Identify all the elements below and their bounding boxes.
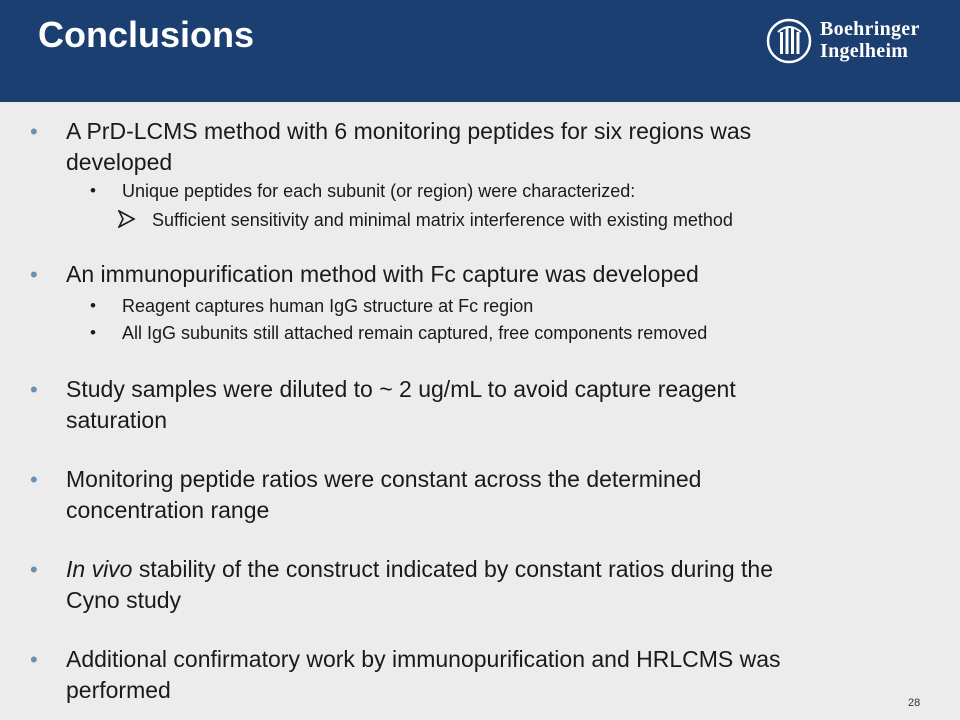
slide-title: Conclusions: [38, 14, 255, 55]
bullet-3-line-1: Study samples were diluted to ~ 2 ug/mL to avoid capture reagent: [66, 376, 736, 402]
bullet-1: [30, 116, 926, 178]
bullet-1-sub-1-arrow-text: Sufficient sensitivity and minimal matrix interference with existing method: [152, 210, 733, 230]
bullet-1-sub-1-arrow: [152, 207, 942, 233]
bullet-5-line-2: Cyno study: [66, 587, 182, 613]
bullet-4-line-2: concentration range: [66, 497, 270, 523]
bullet-dot-icon: •: [30, 647, 38, 672]
bullet-1-line-1: A PrD-LCMS method with 6 monitoring peptides for six regions was: [66, 118, 752, 144]
logo-wordmark: [820, 18, 920, 62]
logo-emblem-icon: [766, 18, 812, 64]
bullet-5-italic: In vivo: [66, 556, 133, 582]
page-number: 28: [908, 697, 921, 709]
bullet-4: [30, 464, 926, 526]
bullet-dot-icon: •: [30, 377, 38, 402]
bullet-5-line-1-rest: stability of the construct indicated by constant ratios during the: [132, 556, 774, 582]
bullet-2-sub-1-text: Reagent captures human IgG structure at Fc region: [122, 296, 534, 316]
bullet-3: [30, 374, 926, 436]
bullet-5-line-1: [66, 554, 926, 585]
sub-bullet-dot-icon: •: [90, 296, 96, 315]
logo-line-2: Ingelheim: [820, 40, 909, 62]
bullet-2-line-1: An immunopurification method with Fc capture was developed: [66, 261, 699, 287]
bullet-2-sub-1: [90, 293, 942, 319]
bullet-2-sub-2-text: All IgG subunits still attached remain captured, free components removed: [122, 323, 708, 343]
header-bar: [0, 0, 960, 102]
sub-bullet-dot-icon: •: [90, 323, 96, 342]
bullet-6-line-1: Additional confirmatory work by immunopurification and HRLCMS was: [66, 646, 781, 672]
bullet-6: [30, 644, 926, 706]
sub-bullet-dot-icon: •: [90, 181, 96, 200]
bullet-4-line-1: Monitoring peptide ratios were constant across the determined: [66, 466, 702, 492]
bullet-dot-icon: •: [30, 262, 38, 287]
logo-line-1: Boehringer: [820, 18, 920, 40]
bullet-2-sub-2: [90, 320, 942, 346]
bullet-dot-icon: •: [30, 119, 38, 144]
bullet-6-line-2: performed: [66, 677, 171, 703]
bullet-3-line-2: saturation: [66, 407, 168, 433]
bullet-1-sub-1-text: Unique peptides for each subunit (or region) were characterized:: [122, 181, 636, 201]
bullet-1-line-2: developed: [66, 149, 173, 175]
bullet-dot-icon: •: [30, 467, 38, 492]
arrow-bullet-icon: [118, 210, 136, 228]
bullet-1-sub-1: [90, 178, 942, 204]
bullet-dot-icon: •: [30, 557, 38, 582]
bullet-2: [30, 259, 926, 290]
bullet-5: [30, 554, 926, 616]
company-logo: [766, 18, 936, 66]
